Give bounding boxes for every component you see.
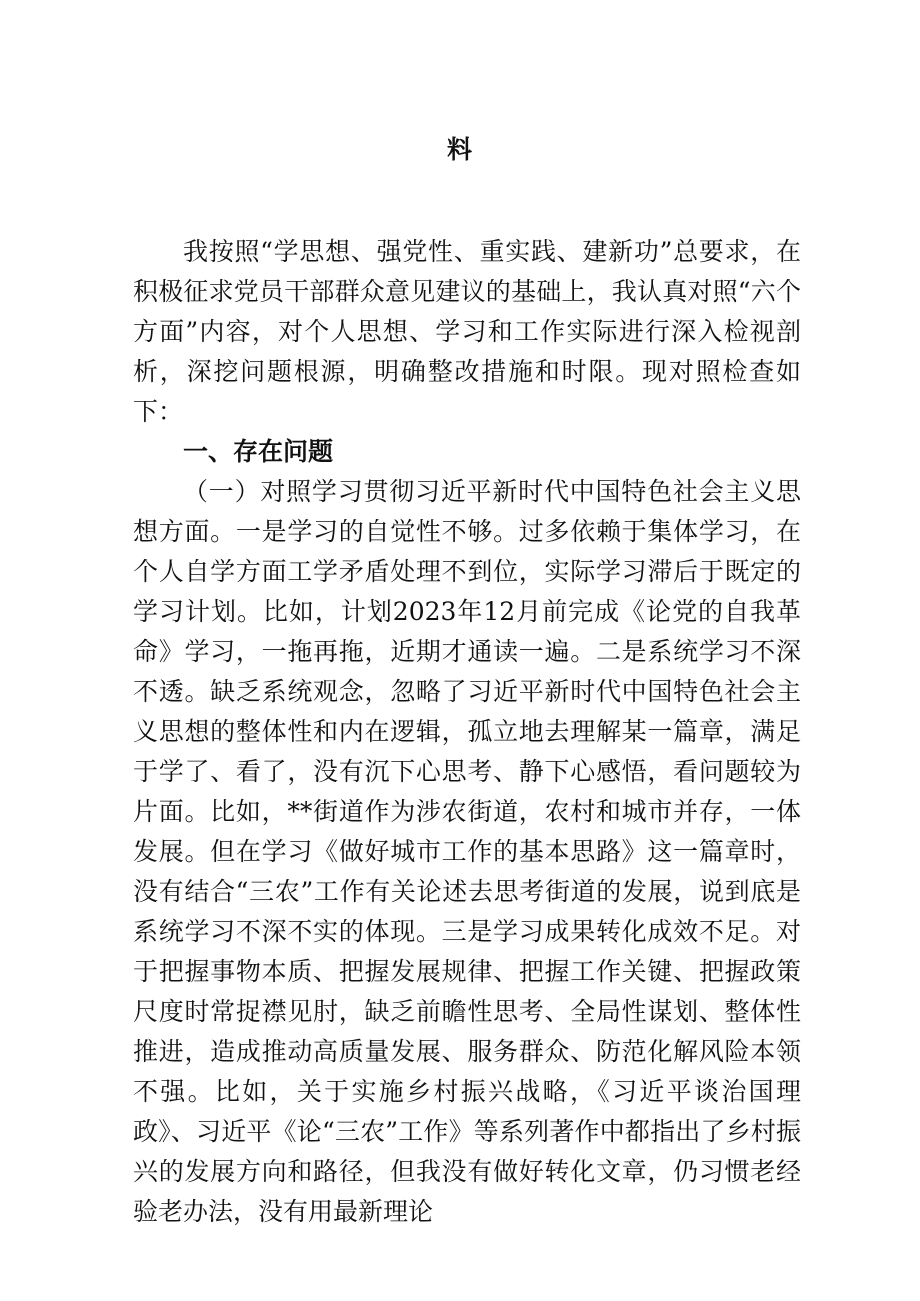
document-body [133,232,801,1232]
section-heading: 一、存在问题 [183,437,334,466]
section-paragraph: （一）对照学习贯彻习近平新时代中国特色社会主义思想方面。一是学习的自觉性不够。过多依赖于集体学习，在个人自学方面工学矛盾处理不到位，实际学习滞后于既定的学习计划。比如，计划2023年12月前完成《论党的自我革命》学习，一拖再拖，近期才通读一遍。二是系统学习不深不透。缺乏系统观念，忽略了习近平新时代中国特色社会主义思想的整体性和内在逻辑，孤立地去理解某一篇章，满足于学了、看了，没有沉下心思考、静下心感悟，看问题较为片面。比如，**街道作为涉农街道，农村和城市并存，一体发展。但在学习《做好城市工作的基本思路》这一篇章时，没有结合“三农”工作有关论述去思考街道的发展，说到底是系统学习不深不实的体现。三是学习成果转化成效不足。对于把握事物本质、把握发展规律、把握工作关键、把握政策尺度时常捉襟见肘，缺乏前瞻性思考、全局性谋划、整体性推进，造成推动高质量发展、服务群众、防范化解风险本领不强。比如，关于实施乡村振兴战略，《习近平谈治国理政》、习近平《论“三农”工作》等系列著作中都指出了乡村振兴的发展方向和路径，但我没有做好转化文章，仍习惯老经验老办法，没有用最新理论 [133,477,801,1226]
page-title: 料 [446,135,473,164]
intro-paragraph: 我按照“学思想、强党性、重实践、建新功”总要求，在积极征求党员干部群众意见建议的基础上，我认真对照“六个方面”内容，对个人思想、学习和工作实际进行深入检视剖析，深挖问题根源，明确整改措施和时限。现对照检查如下： [133,237,801,426]
